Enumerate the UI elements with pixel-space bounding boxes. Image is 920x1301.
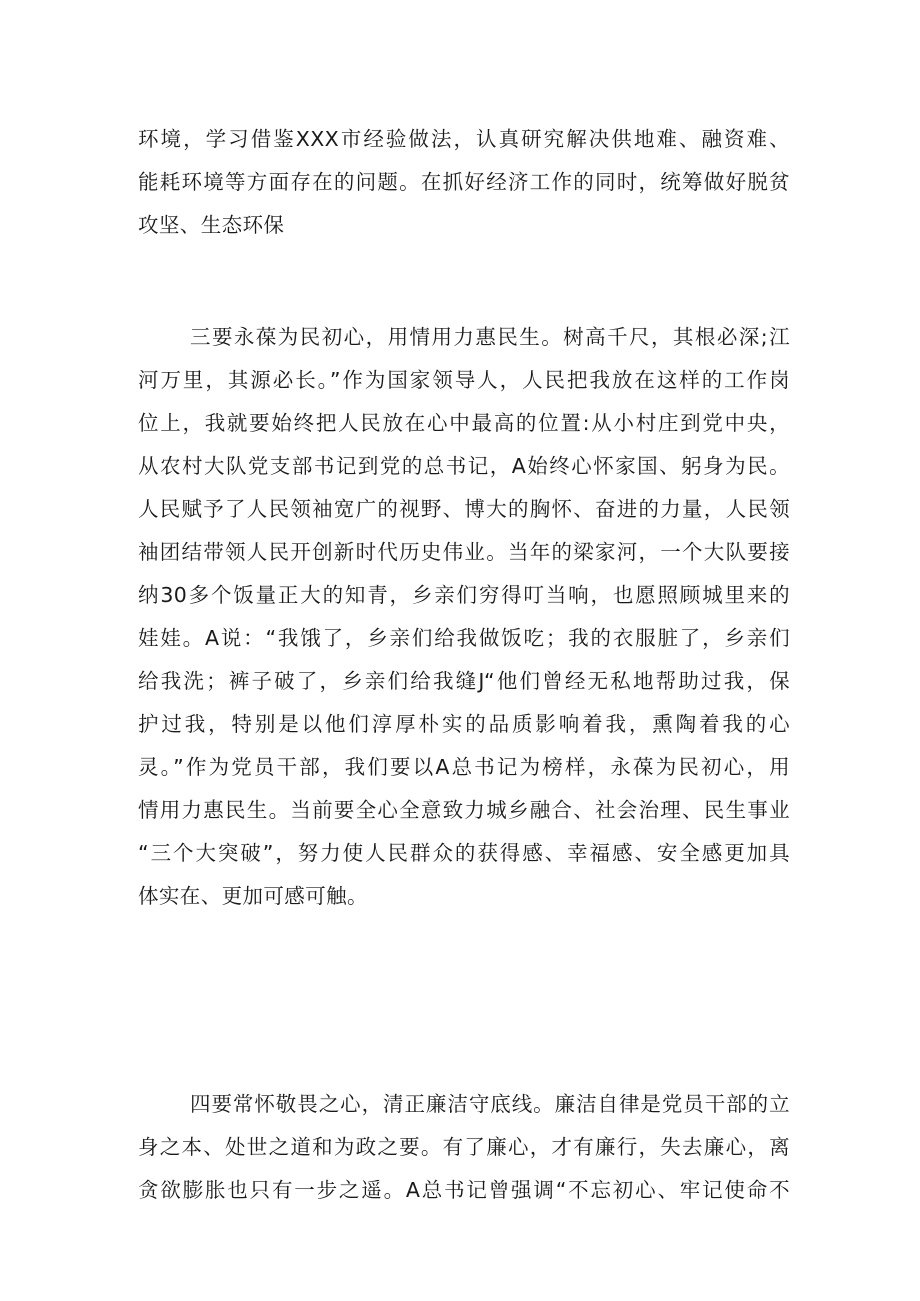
paragraph-2 — [138, 316, 790, 918]
text-line: 身之本、处世之道和为政之要。有了廉心，才有廉行，失去廉心，离 — [138, 1135, 790, 1159]
text-line: 环境，学习借鉴XXX市经验做法，认真研究解决供地难、融资难、 — [138, 127, 790, 151]
paragraph-1 — [138, 118, 790, 247]
text-line: 纳30多个饭量正大的知青，乡亲们穷得叮当响，也愿照顾城里来的 — [138, 583, 790, 607]
text-line: 给我洗；裤子破了，乡亲们给我缝J“他们曾经无私地帮助过我，保 — [138, 669, 790, 693]
text-line: 护过我，特别是以他们淳厚朴实的品质影响着我，熏陶着我的心 — [138, 712, 790, 736]
text-line: 攻坚、生态环保 — [138, 213, 285, 237]
text-line: 情用力惠民生。当前要全心全意致力城乡融合、社会治理、民生事业 — [138, 798, 790, 822]
text-line: 河万里，其源必长。”作为国家领导人，人民把我放在这样的工作岗 — [138, 368, 790, 392]
text-line: “三个大突破”，努力使人民群众的获得感、幸福感、安全感更加具 — [138, 841, 790, 865]
text-line: 袖团结带领人民开创新时代历史伟业。当年的梁家河，一个大队要接 — [138, 540, 790, 564]
text-line: 贪欲膨胀也只有一步之遥。A总书记曾强调“不忘初心、牢记使命不 — [138, 1178, 790, 1202]
text-line: 人民赋予了人民领袖宽广的视野、博大的胸怀、奋进的力量，人民领 — [138, 497, 790, 521]
text-line: 三要永葆为民初心，用情用力惠民生。树高千尺，其根必深;江 — [190, 325, 790, 349]
text-line: 位上，我就要始终把人民放在心中最高的位置:从小村庄到党中央， — [138, 411, 790, 435]
text-line: 四要常怀敬畏之心，清正廉洁守底线。廉洁自律是党员干部的立 — [190, 1092, 790, 1116]
text-line: 体实在、更加可感可触。 — [138, 884, 368, 908]
paragraph-3 — [138, 1083, 790, 1212]
text-line: 灵。”作为党员干部，我们要以A总书记为榜样，永葆为民初心，用 — [138, 755, 790, 779]
text-line: 娃娃。A说：“我饿了，乡亲们给我做饭吃；我的衣服脏了，乡亲们 — [138, 626, 790, 650]
text-line: 能耗环境等方面存在的问题。在抓好经济工作的同时，统筹做好脱贫 — [138, 170, 790, 194]
text-line: 从农村大队党支部书记到党的总书记，A始终心怀家国、躬身为民。 — [138, 454, 790, 478]
